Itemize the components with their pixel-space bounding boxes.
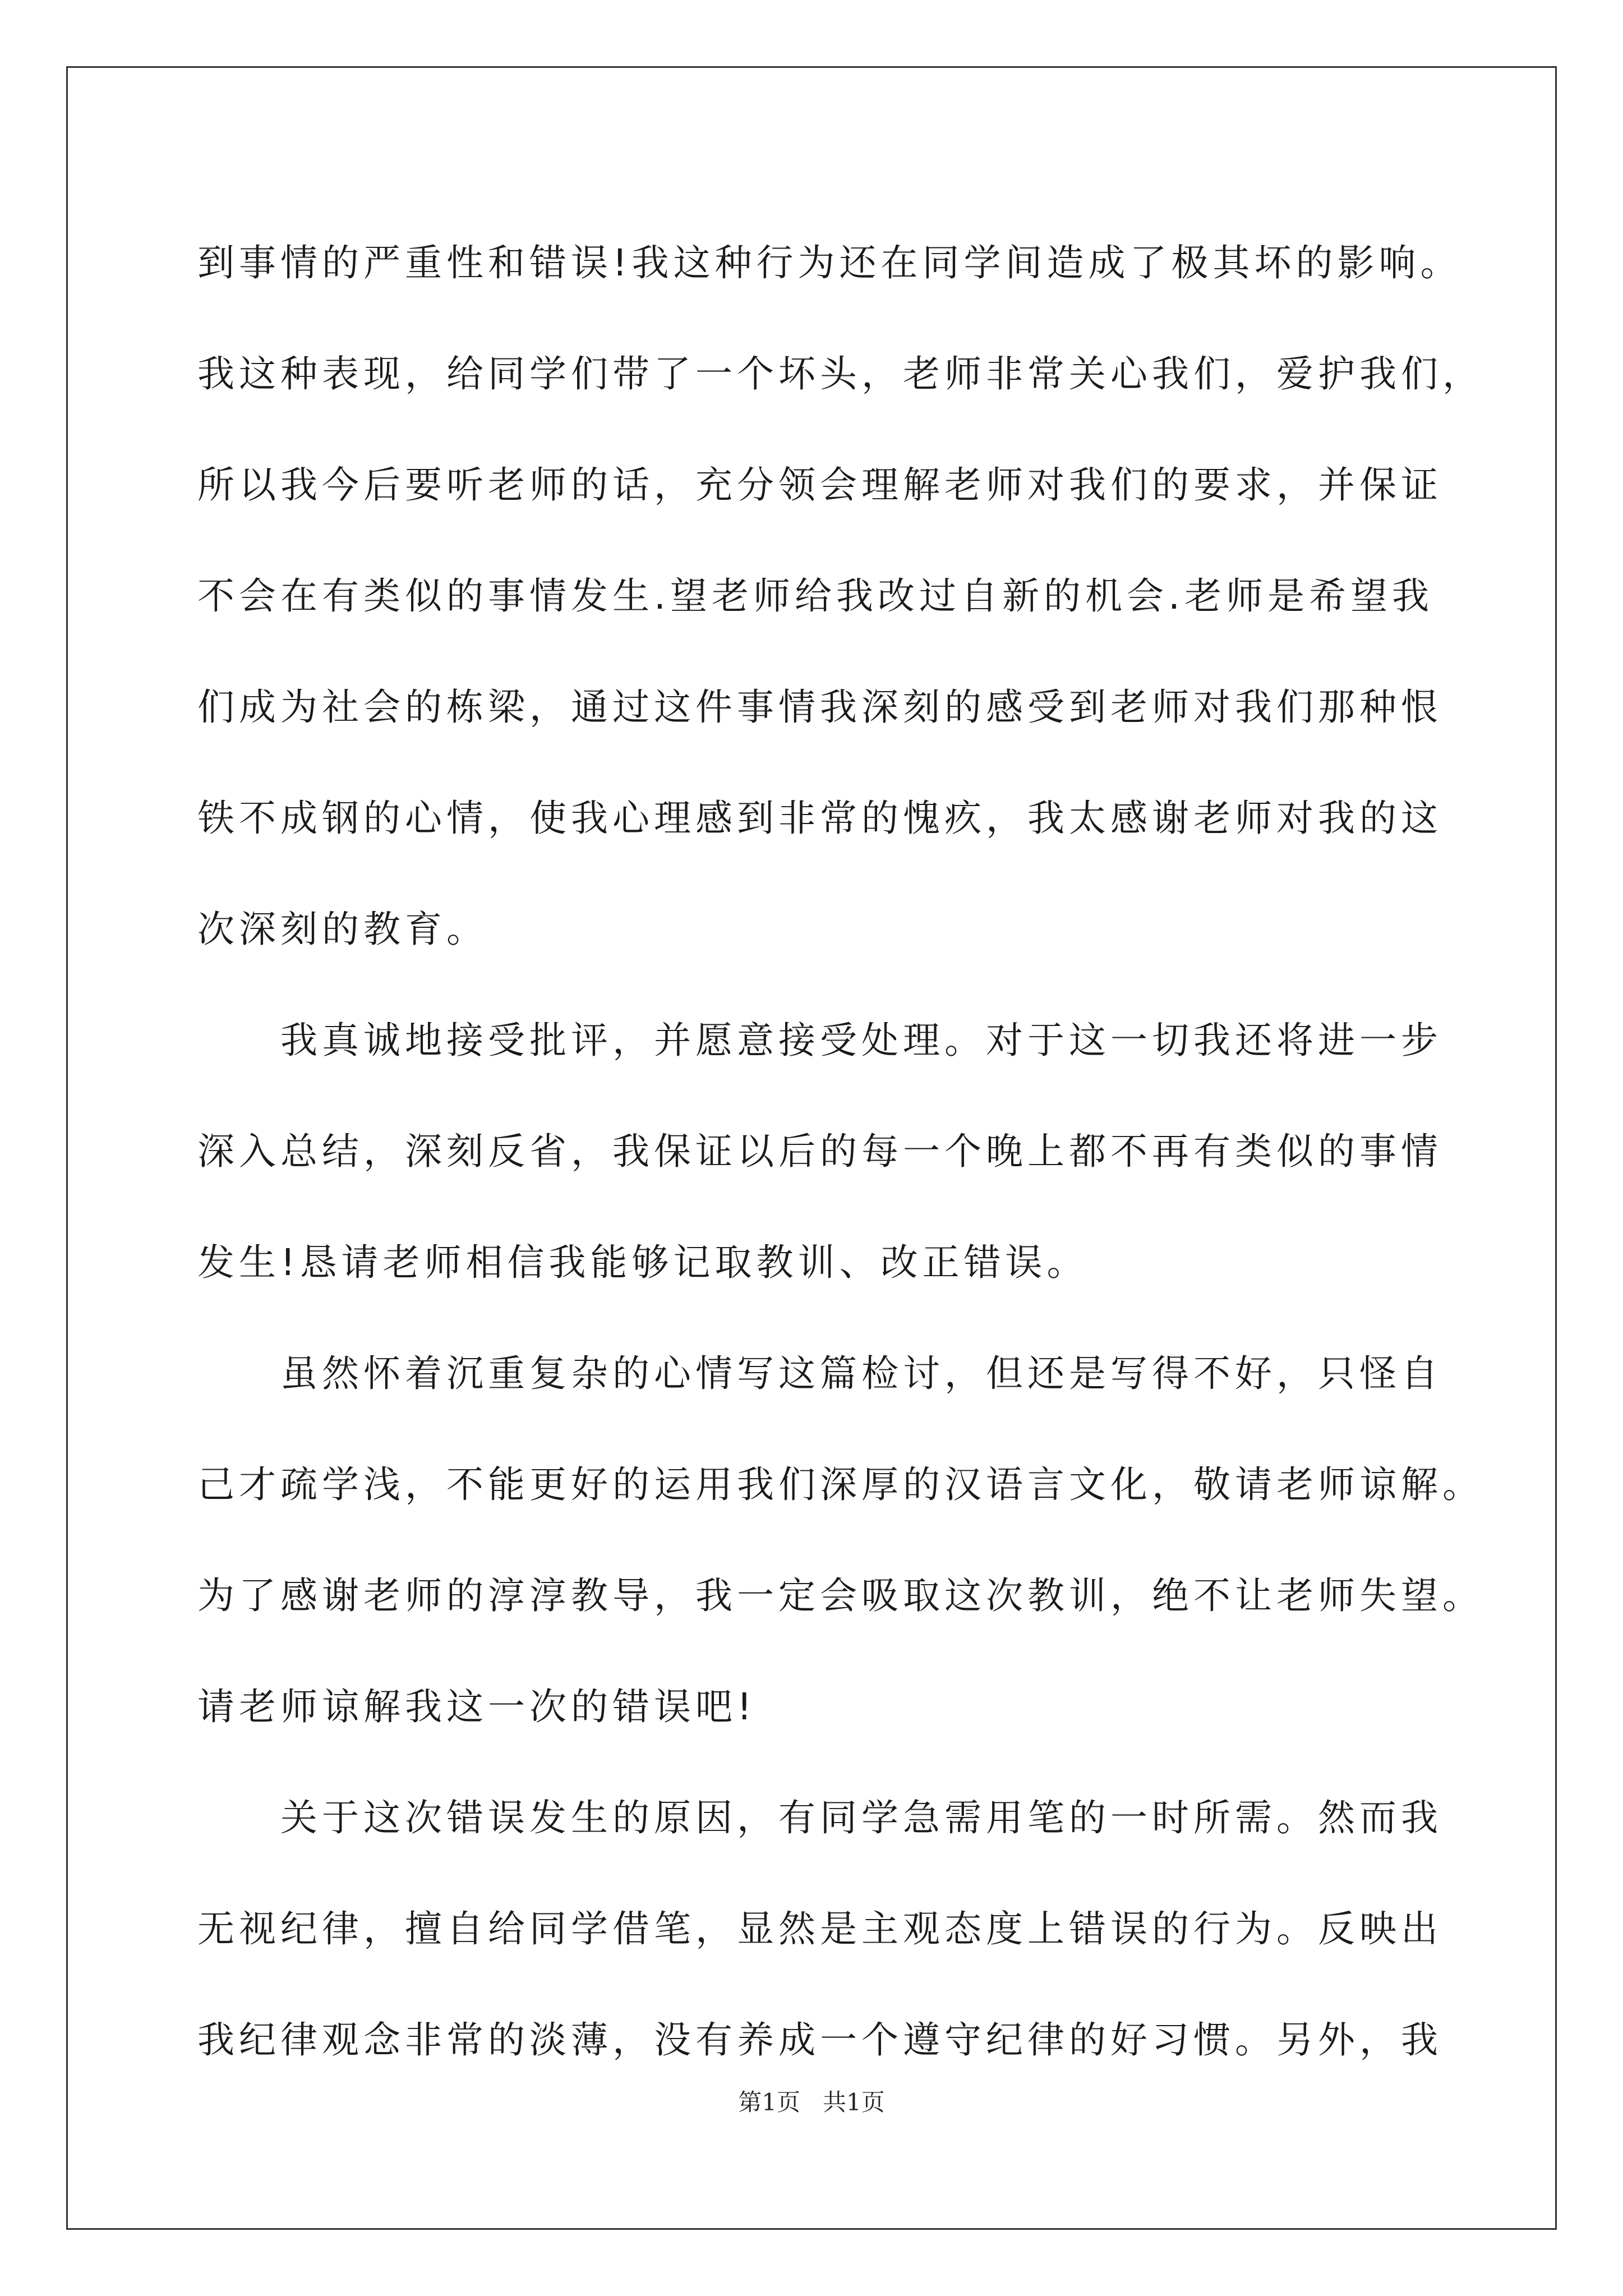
document-body [197, 208, 1484, 2096]
text-line: 所以我今后要听老师的话，充分领会理解老师对我们的要求，并保证 [197, 463, 1442, 507]
text-line: 请老师谅解我这一次的错误吧! [197, 1685, 757, 1728]
page-number-footer: 第1页 共1页 [738, 2088, 885, 2116]
text-line: 无视纪律，擅自给同学借笔，显然是主观态度上错误的行为。反映出 [197, 1907, 1442, 1950]
text-line: 深入总结，深刻反省，我保证以后的每一个晚上都不再有类似的事情 [197, 1130, 1442, 1173]
text-line: 到事情的严重性和错误!我这种行为还在同学间造成了极其坏的影响。 [197, 241, 1462, 284]
text-line: 发生!恳请老师相信我能够记取教训、改正错误。 [197, 1241, 1089, 1284]
text-line: 虽然怀着沉重复杂的心情写这篇检讨，但还是写得不好，只怪自 [197, 1352, 1442, 1395]
text-line: 次深刻的教育。 [197, 908, 488, 951]
text-line: 己才疏学浅，不能更好的运用我们深厚的汉语言文化，敬请老师谅解。 [197, 1463, 1484, 1506]
text-line: 不会在有类似的事情发生.望老师给我改过自新的机会.老师是希望我 [197, 574, 1433, 618]
text-line: 铁不成钢的心情，使我心理感到非常的愧疚，我太感谢老师对我的这 [197, 797, 1442, 840]
text-line: 为了感谢老师的淳淳教导，我一定会吸取这次教训，绝不让老师失望。 [197, 1574, 1484, 1617]
text-line: 关于这次错误发生的原因，有同学急需用笔的一时所需。然而我 [197, 1796, 1442, 1839]
text-line: 们成为社会的栋梁，通过这件事情我深刻的感受到老师对我们那种恨 [197, 685, 1442, 729]
text-line: 我真诚地接受批评，并愿意接受处理。对于这一切我还将进一步 [197, 1019, 1442, 1062]
text-line: 我纪律观念非常的淡薄，没有养成一个遵守纪律的好习惯。另外，我 [197, 2018, 1442, 2062]
text-line: 我这种表现，给同学们带了一个坏头，老师非常关心我们，爱护我们， [197, 352, 1484, 395]
